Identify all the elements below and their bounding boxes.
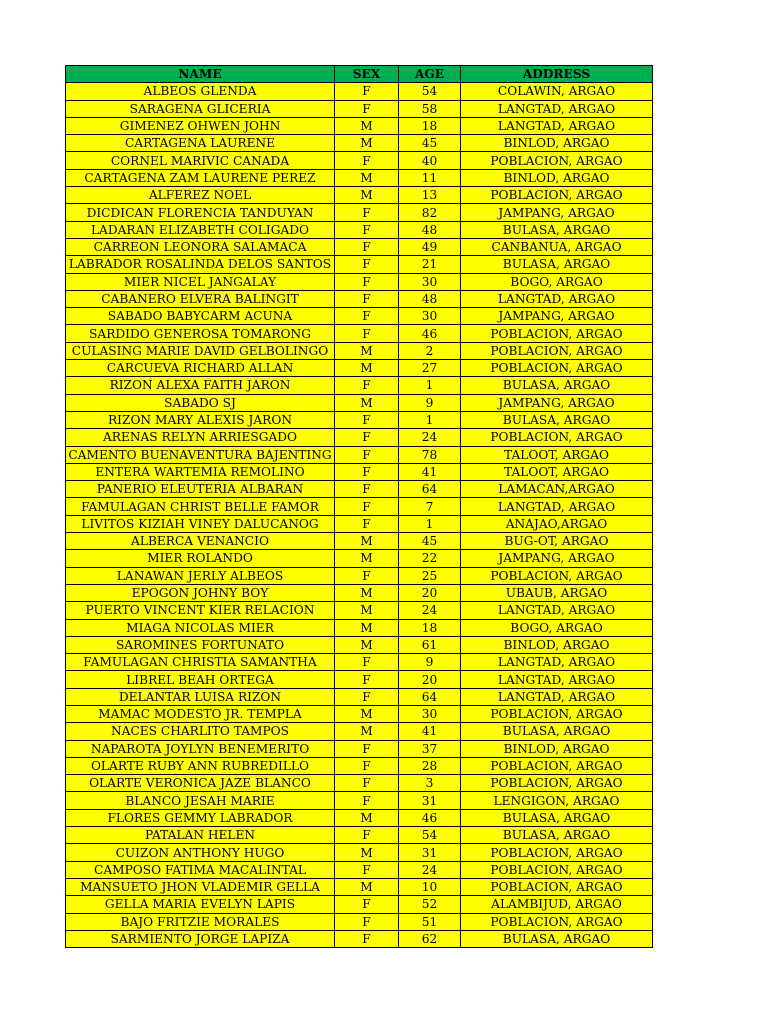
table-row: [66, 861, 653, 878]
cell-name[interactable]: MAMAC MODESTO JR. TEMPLA: [66, 705, 335, 722]
table-row: [66, 187, 653, 204]
cell-sex[interactable]: F: [335, 83, 399, 100]
cell-sex[interactable]: F: [335, 775, 399, 792]
cell-sex[interactable]: F: [335, 930, 399, 947]
table-row: [66, 429, 653, 446]
cell-address[interactable]: BULASA, ARGAO: [461, 827, 653, 844]
table-row: [66, 775, 653, 792]
cell-age[interactable]: 45: [399, 135, 461, 152]
cell-address[interactable]: BINLOD, ARGAO: [461, 135, 653, 152]
cell-age[interactable]: 13: [399, 187, 461, 204]
cell-age[interactable]: 41: [399, 723, 461, 740]
cell-age[interactable]: 24: [399, 861, 461, 878]
resident-table: [65, 65, 653, 948]
cell-name[interactable]: FLORES GEMMY LABRADOR: [66, 809, 335, 826]
cell-age[interactable]: 10: [399, 878, 461, 895]
cell-name[interactable]: EPOGON JOHNY BOY: [66, 584, 335, 601]
cell-address[interactable]: BINLOD, ARGAO: [461, 740, 653, 757]
cell-address[interactable]: POBLACION, ARGAO: [461, 152, 653, 169]
cell-address[interactable]: JAMPANG, ARGAO: [461, 308, 653, 325]
cell-address[interactable]: LANGTAD, ARGAO: [461, 117, 653, 134]
table-row: [66, 377, 653, 394]
cell-age[interactable]: 11: [399, 169, 461, 186]
table-row: [66, 463, 653, 480]
cell-age[interactable]: 30: [399, 273, 461, 290]
cell-age[interactable]: 49: [399, 238, 461, 255]
cell-address[interactable]: BOGO, ARGAO: [461, 273, 653, 290]
table-row: [66, 221, 653, 238]
cell-address[interactable]: JAMPANG, ARGAO: [461, 550, 653, 567]
table-row: [66, 654, 653, 671]
cell-name[interactable]: CORNEL MARIVIC CANADA: [66, 152, 335, 169]
table-row: [66, 446, 653, 463]
cell-address[interactable]: BULASA, ARGAO: [461, 411, 653, 428]
cell-name[interactable]: LANAWAN JERLY ALBEOS: [66, 567, 335, 584]
cell-age[interactable]: 46: [399, 325, 461, 342]
cell-name[interactable]: PUERTO VINCENT KIER RELACION: [66, 602, 335, 619]
cell-name[interactable]: PATALAN HELEN: [66, 827, 335, 844]
cell-sex[interactable]: M: [335, 584, 399, 601]
cell-sex[interactable]: F: [335, 429, 399, 446]
cell-age[interactable]: 7: [399, 498, 461, 515]
cell-name[interactable]: OLARTE RUBY ANN RUBREDILLO: [66, 757, 335, 774]
table-row: [66, 152, 653, 169]
cell-name[interactable]: NACES CHARLITO TAMPOS: [66, 723, 335, 740]
cell-name[interactable]: ALFEREZ NOEL: [66, 187, 335, 204]
cell-age[interactable]: 30: [399, 308, 461, 325]
table-row: [66, 602, 653, 619]
cell-sex[interactable]: F: [335, 515, 399, 532]
cell-name[interactable]: GIMENEZ OHWEN JOHN: [66, 117, 335, 134]
cell-sex[interactable]: F: [335, 308, 399, 325]
cell-name[interactable]: LADARAN ELIZABETH COLIGADO: [66, 221, 335, 238]
cell-sex[interactable]: F: [335, 567, 399, 584]
table-row: [66, 100, 653, 117]
cell-age[interactable]: 31: [399, 844, 461, 861]
cell-age[interactable]: 25: [399, 567, 461, 584]
table-row: [66, 896, 653, 913]
cell-name[interactable]: FAMULAGAN CHRIST BELLE FAMOR: [66, 498, 335, 515]
table-body: [66, 83, 653, 948]
cell-address[interactable]: POBLACION, ARGAO: [461, 567, 653, 584]
cell-name[interactable]: CABANERO ELVERA BALINGIT: [66, 290, 335, 307]
cell-age[interactable]: 22: [399, 550, 461, 567]
cell-address[interactable]: BINLOD, ARGAO: [461, 169, 653, 186]
cell-age[interactable]: 46: [399, 809, 461, 826]
cell-sex[interactable]: F: [335, 671, 399, 688]
header-age[interactable]: AGE: [399, 66, 461, 83]
table-row: [66, 688, 653, 705]
cell-name[interactable]: CULASING MARIE DAVID GELBOLINGO: [66, 342, 335, 359]
cell-sex[interactable]: M: [335, 844, 399, 861]
cell-name[interactable]: MIAGA NICOLAS MIER: [66, 619, 335, 636]
cell-name[interactable]: LIVITOS KIZIAH VINEY DALUCANOG: [66, 515, 335, 532]
cell-sex[interactable]: M: [335, 342, 399, 359]
cell-sex[interactable]: M: [335, 360, 399, 377]
cell-name[interactable]: CARREON LEONORA SALAMACA: [66, 238, 335, 255]
cell-name[interactable]: CAMPOSO FATIMA MACALINTAL: [66, 861, 335, 878]
cell-age[interactable]: 40: [399, 152, 461, 169]
header-sex[interactable]: SEX: [335, 66, 399, 83]
cell-name[interactable]: ENTERA WARTEMIA REMOLINO: [66, 463, 335, 480]
header-address[interactable]: ADDRESS: [461, 66, 653, 83]
cell-age[interactable]: 21: [399, 256, 461, 273]
cell-age[interactable]: 27: [399, 360, 461, 377]
table-row: [66, 913, 653, 930]
cell-name[interactable]: SARMIENTO JORGE LAPIZA: [66, 930, 335, 947]
cell-address[interactable]: ANAJAO,ARGAO: [461, 515, 653, 532]
cell-sex[interactable]: M: [335, 135, 399, 152]
cell-name[interactable]: MANSUETO JHON VLADEMIR GELLA: [66, 878, 335, 895]
cell-address[interactable]: LANGTAD, ARGAO: [461, 654, 653, 671]
cell-sex[interactable]: M: [335, 636, 399, 653]
table-row: [66, 498, 653, 515]
cell-sex[interactable]: M: [335, 117, 399, 134]
cell-address[interactable]: POBLACION, ARGAO: [461, 861, 653, 878]
cell-sex[interactable]: F: [335, 913, 399, 930]
table-row: [66, 204, 653, 221]
table-row: [66, 83, 653, 100]
cell-sex[interactable]: F: [335, 740, 399, 757]
cell-address[interactable]: COLAWIN, ARGAO: [461, 83, 653, 100]
cell-name[interactable]: PANERIO ELEUTERIA ALBARAN: [66, 481, 335, 498]
cell-age[interactable]: 45: [399, 533, 461, 550]
cell-age[interactable]: 3: [399, 775, 461, 792]
cell-address[interactable]: POBLACION, ARGAO: [461, 913, 653, 930]
cell-age[interactable]: 62: [399, 930, 461, 947]
cell-address[interactable]: LANGTAD, ARGAO: [461, 100, 653, 117]
header-row: [66, 66, 653, 83]
cell-address[interactable]: POBLACION, ARGAO: [461, 705, 653, 722]
cell-name[interactable]: LIBREL BEAH ORTEGA: [66, 671, 335, 688]
table-row: [66, 584, 653, 601]
cell-age[interactable]: 54: [399, 83, 461, 100]
cell-address[interactable]: JAMPANG, ARGAO: [461, 394, 653, 411]
cell-age[interactable]: 30: [399, 705, 461, 722]
cell-name[interactable]: OLARTE VERONICA JAZE BLANCO: [66, 775, 335, 792]
table-row: [66, 636, 653, 653]
cell-name[interactable]: ALBERCA VENANCIO: [66, 533, 335, 550]
cell-age[interactable]: 9: [399, 654, 461, 671]
table-row: [66, 481, 653, 498]
cell-sex[interactable]: F: [335, 688, 399, 705]
cell-sex[interactable]: M: [335, 723, 399, 740]
table-row: [66, 705, 653, 722]
cell-age[interactable]: 64: [399, 481, 461, 498]
cell-name[interactable]: GELLA MARIA EVELYN LAPIS: [66, 896, 335, 913]
cell-age[interactable]: 1: [399, 515, 461, 532]
cell-sex[interactable]: M: [335, 169, 399, 186]
cell-name[interactable]: SABADO BABYCARM ACUNA: [66, 308, 335, 325]
table-row: [66, 515, 653, 532]
table-row: [66, 533, 653, 550]
table-row: [66, 342, 653, 359]
cell-name[interactable]: MIER NICEL JANGALAY: [66, 273, 335, 290]
cell-address[interactable]: BULASA, ARGAO: [461, 723, 653, 740]
cell-sex[interactable]: M: [335, 602, 399, 619]
table-row: [66, 273, 653, 290]
cell-age[interactable]: 41: [399, 463, 461, 480]
cell-name[interactable]: RIZON ALEXA FAITH JARON: [66, 377, 335, 394]
cell-age[interactable]: 64: [399, 688, 461, 705]
cell-address[interactable]: BULASA, ARGAO: [461, 256, 653, 273]
cell-name[interactable]: CAMENTO BUENAVENTURA BAJENTING: [66, 446, 335, 463]
cell-age[interactable]: 51: [399, 913, 461, 930]
cell-sex[interactable]: M: [335, 533, 399, 550]
cell-address[interactable]: BUG-OT, ARGAO: [461, 533, 653, 550]
cell-sex[interactable]: M: [335, 878, 399, 895]
table-row: [66, 117, 653, 134]
cell-sex[interactable]: M: [335, 705, 399, 722]
cell-age[interactable]: 82: [399, 204, 461, 221]
cell-address[interactable]: POBLACION, ARGAO: [461, 878, 653, 895]
cell-address[interactable]: ALAMBIJUD, ARGAO: [461, 896, 653, 913]
table-row: [66, 930, 653, 947]
cell-sex[interactable]: F: [335, 792, 399, 809]
cell-address[interactable]: UBAUB, ARGAO: [461, 584, 653, 601]
cell-sex[interactable]: F: [335, 221, 399, 238]
cell-age[interactable]: 9: [399, 394, 461, 411]
cell-address[interactable]: CANBANUA, ARGAO: [461, 238, 653, 255]
cell-sex[interactable]: M: [335, 187, 399, 204]
table-row: [66, 169, 653, 186]
cell-sex[interactable]: M: [335, 394, 399, 411]
cell-age[interactable]: 24: [399, 429, 461, 446]
cell-sex[interactable]: F: [335, 861, 399, 878]
cell-name[interactable]: DELANTAR LUISA RIZON: [66, 688, 335, 705]
cell-sex[interactable]: F: [335, 377, 399, 394]
cell-name[interactable]: LABRADOR ROSALINDA DELOS SANTOS: [66, 256, 335, 273]
cell-sex[interactable]: F: [335, 757, 399, 774]
cell-sex[interactable]: F: [335, 290, 399, 307]
cell-name[interactable]: MIER ROLANDO: [66, 550, 335, 567]
cell-age[interactable]: 28: [399, 757, 461, 774]
cell-sex[interactable]: F: [335, 498, 399, 515]
cell-name[interactable]: CARTAGENA LAURENE: [66, 135, 335, 152]
table-row: [66, 135, 653, 152]
cell-sex[interactable]: F: [335, 325, 399, 342]
table-row: [66, 567, 653, 584]
cell-sex[interactable]: F: [335, 896, 399, 913]
table-row: [66, 550, 653, 567]
cell-address[interactable]: LANGTAD, ARGAO: [461, 498, 653, 515]
cell-age[interactable]: 2: [399, 342, 461, 359]
cell-sex[interactable]: F: [335, 152, 399, 169]
cell-address[interactable]: LANGTAD, ARGAO: [461, 688, 653, 705]
table-row: [66, 809, 653, 826]
header-name[interactable]: NAME: [66, 66, 335, 83]
table-row: [66, 792, 653, 809]
cell-sex[interactable]: F: [335, 654, 399, 671]
cell-sex[interactable]: F: [335, 238, 399, 255]
table-row: [66, 394, 653, 411]
cell-age[interactable]: 54: [399, 827, 461, 844]
cell-sex[interactable]: M: [335, 550, 399, 567]
cell-address[interactable]: POBLACION, ARGAO: [461, 187, 653, 204]
table-row: [66, 619, 653, 636]
table-row: [66, 878, 653, 895]
cell-age[interactable]: 78: [399, 446, 461, 463]
table-row: [66, 308, 653, 325]
cell-name[interactable]: CUIZON ANTHONY HUGO: [66, 844, 335, 861]
cell-name[interactable]: NAPAROTA JOYLYN BENEMERITO: [66, 740, 335, 757]
cell-age[interactable]: 48: [399, 221, 461, 238]
cell-address[interactable]: POBLACION, ARGAO: [461, 757, 653, 774]
cell-address[interactable]: BINLOD, ARGAO: [461, 636, 653, 653]
cell-address[interactable]: LANGTAD, ARGAO: [461, 290, 653, 307]
cell-age[interactable]: 1: [399, 411, 461, 428]
cell-sex[interactable]: F: [335, 273, 399, 290]
cell-address[interactable]: LANGTAD, ARGAO: [461, 671, 653, 688]
cell-name[interactable]: DICDICAN FLORENCIA TANDUYAN: [66, 204, 335, 221]
cell-name[interactable]: RIZON MARY ALEXIS JARON: [66, 411, 335, 428]
cell-sex[interactable]: F: [335, 446, 399, 463]
cell-sex[interactable]: M: [335, 619, 399, 636]
cell-age[interactable]: 61: [399, 636, 461, 653]
table-row: [66, 360, 653, 377]
table-row: [66, 325, 653, 342]
cell-name[interactable]: SAROMINES FORTUNATO: [66, 636, 335, 653]
cell-address[interactable]: POBLACION, ARGAO: [461, 844, 653, 861]
cell-address[interactable]: BULASA, ARGAO: [461, 377, 653, 394]
cell-address[interactable]: POBLACION, ARGAO: [461, 429, 653, 446]
cell-age[interactable]: 24: [399, 602, 461, 619]
cell-address[interactable]: POBLACION, ARGAO: [461, 325, 653, 342]
cell-address[interactable]: LANGTAD, ARGAO: [461, 602, 653, 619]
cell-name[interactable]: CARCUEVA RICHARD ALLAN: [66, 360, 335, 377]
cell-address[interactable]: TALOOT, ARGAO: [461, 446, 653, 463]
cell-age[interactable]: 37: [399, 740, 461, 757]
cell-address[interactable]: LAMACAN,ARGAO: [461, 481, 653, 498]
cell-name[interactable]: SABADO SJ: [66, 394, 335, 411]
cell-name[interactable]: ARENAS RELYN ARRIESGADO: [66, 429, 335, 446]
table-row: [66, 411, 653, 428]
cell-address[interactable]: BULASA, ARGAO: [461, 809, 653, 826]
cell-address[interactable]: POBLACION, ARGAO: [461, 342, 653, 359]
cell-age[interactable]: 20: [399, 671, 461, 688]
cell-address[interactable]: POBLACION, ARGAO: [461, 360, 653, 377]
cell-address[interactable]: JAMPANG, ARGAO: [461, 204, 653, 221]
cell-address[interactable]: LENGIGON, ARGAO: [461, 792, 653, 809]
cell-age[interactable]: 20: [399, 584, 461, 601]
table-row: [66, 827, 653, 844]
cell-address[interactable]: POBLACION, ARGAO: [461, 775, 653, 792]
cell-address[interactable]: BULASA, ARGAO: [461, 930, 653, 947]
table-row: [66, 238, 653, 255]
cell-sex[interactable]: M: [335, 809, 399, 826]
table-row: [66, 723, 653, 740]
table-row: [66, 740, 653, 757]
cell-address[interactable]: TALOOT, ARGAO: [461, 463, 653, 480]
cell-sex[interactable]: F: [335, 827, 399, 844]
cell-name[interactable]: ALBEOS GLENDA: [66, 83, 335, 100]
table-row: [66, 290, 653, 307]
cell-name[interactable]: BAJO FRITZIE MORALES: [66, 913, 335, 930]
cell-sex[interactable]: F: [335, 463, 399, 480]
cell-sex[interactable]: F: [335, 100, 399, 117]
spreadsheet-sheet: [65, 65, 652, 948]
cell-sex[interactable]: F: [335, 481, 399, 498]
cell-age[interactable]: 58: [399, 100, 461, 117]
cell-age[interactable]: 18: [399, 117, 461, 134]
cell-age[interactable]: 48: [399, 290, 461, 307]
cell-address[interactable]: BOGO, ARGAO: [461, 619, 653, 636]
cell-sex[interactable]: F: [335, 256, 399, 273]
cell-name[interactable]: BLANCO JESAH MARIE: [66, 792, 335, 809]
cell-name[interactable]: SARDIDO GENEROSA TOMARONG: [66, 325, 335, 342]
table-row: [66, 256, 653, 273]
table-row: [66, 757, 653, 774]
cell-name[interactable]: SARAGENA GLICERIA: [66, 100, 335, 117]
cell-age[interactable]: 52: [399, 896, 461, 913]
cell-name[interactable]: CARTAGENA ZAM LAURENE PEREZ: [66, 169, 335, 186]
cell-age[interactable]: 18: [399, 619, 461, 636]
cell-sex[interactable]: F: [335, 411, 399, 428]
table-row: [66, 844, 653, 861]
cell-age[interactable]: 31: [399, 792, 461, 809]
cell-sex[interactable]: F: [335, 204, 399, 221]
cell-address[interactable]: BULASA, ARGAO: [461, 221, 653, 238]
cell-age[interactable]: 1: [399, 377, 461, 394]
cell-name[interactable]: FAMULAGAN CHRISTIA SAMANTHA: [66, 654, 335, 671]
table-row: [66, 671, 653, 688]
